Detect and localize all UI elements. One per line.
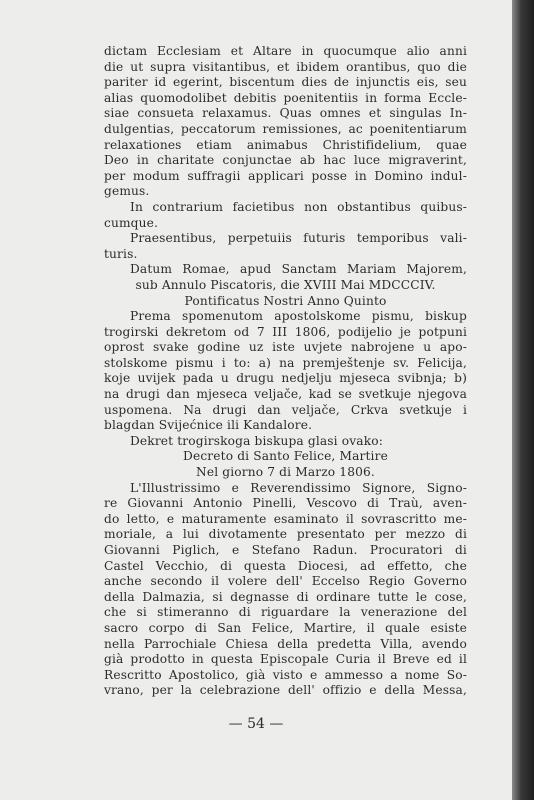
book-spine-edge [512, 0, 534, 800]
text-line: trogirski dekretom od 7 III 1806, podijelio je potpuni [104, 324, 467, 339]
text-line: che si stimeranno di riguardare la venerazione del [104, 605, 467, 620]
text-line: Pontificatus Nostri Anno Quinto [184, 293, 387, 308]
text-line: moriale, a lui divotamente presentato per mezzo di [104, 527, 467, 542]
text-line: per modum suffragii applicari posse in Domino indul- [104, 168, 467, 183]
text-line: na drugi dan mjeseca veljače, kad se svetkuje njegova [104, 387, 467, 402]
text-line: gemus. [104, 184, 150, 199]
text-line: sacro corpo di San Felice, Martire, il quale esiste [104, 620, 467, 635]
text-line: Rescritto Apostolico, già visto e ammesso a nome So- [104, 667, 467, 682]
text-line: Deo in charitate conjunctae ab hac luce migraverint, [104, 153, 467, 168]
text-line: dulgentias, peccatorum remissiones, ac poenitentiarum [104, 121, 467, 136]
text-line: Castel Vecchio, di questa Diocesi, ad effetto, che [104, 558, 467, 573]
text-line: già prodotto in questa Episcopale Curia il Breve ed il [104, 652, 467, 667]
text-line: della Dalmazia, si degnasse di ordinare tutte le cose, [104, 589, 467, 604]
text-line: siae consueta relaxamus. Quas omnes et singulas In- [104, 106, 467, 121]
text-line: oprost svake godine uz iste uvjete nabrojene u apo- [104, 340, 467, 355]
text-line: re Giovanni Antonio Pinelli, Vescovo di Traù, aven- [104, 496, 467, 511]
text-line: cumque. [104, 215, 159, 230]
text-line: turis. [104, 246, 138, 261]
text-line: do letto, e maturamente esaminato il sovrascritto me- [104, 511, 467, 526]
text-line: blagdan Svijećnice ili Kandalore. [104, 418, 313, 433]
text-line: uspomena. Na drugi dan veljače, Crkva svetkuje i [104, 402, 467, 417]
text-line: pariter id egerint, biscentum dies de injunctis eis, seu [104, 75, 467, 90]
text-line: die ut supra visitantibus, et ibidem orantibus, quo die [104, 59, 467, 74]
text-line: vrano, per la celebrazione dell' offizio e della Messa, [104, 683, 467, 698]
text-line: Prema spomenutom apostolskome pismu, biskup [130, 309, 467, 324]
text-line: sub Annulo Piscatoris, die XVIII Mai MDCCCIV. [135, 277, 436, 292]
text-line: Giovanni Piglich, e Stefano Radun. Procuratori di [104, 543, 467, 557]
text-line: relaxationes etiam animabus Christifidelium, quae [104, 137, 467, 152]
text-line: Praesentibus, perpetuiis futuris temporibus vali- [130, 231, 467, 246]
text-line: L'Illustrissimo e Reverendissimo Signore, Signo- [130, 480, 467, 495]
text-line: Nel giorno 7 di Marzo 1806. [196, 465, 375, 480]
text-line: Decreto di Santo Felice, Martire [183, 449, 388, 464]
text-line: stolskome pismu i to: a) na premještenje sv. Felicija, [104, 355, 467, 370]
text-line: Dekret trogirskoga biskupa glasi ovako: [130, 433, 383, 448]
text-line: In contrarium facietibus non obstantibus quibus- [130, 199, 467, 214]
text-line: nella Parrochiale Chiesa della predetta Villa, avendo [104, 636, 467, 651]
text-line: dictam Ecclesiam et Altare in quocumque alio anni [104, 44, 467, 58]
text-line: alias quomodolibet debitis poenitentiis in forma Eccle- [104, 90, 467, 105]
page-body-text [104, 44, 467, 699]
text-line: koje uvijek pada u drugu nedjelju mjeseca svibnja; b) [104, 371, 467, 386]
page-number: — 54 — [228, 716, 284, 732]
text-line: anche secondo il volere dell' Eccelso Regio Governo [104, 574, 467, 589]
text-line: Datum Romae, apud Sanctam Mariam Majorem, [130, 262, 467, 277]
